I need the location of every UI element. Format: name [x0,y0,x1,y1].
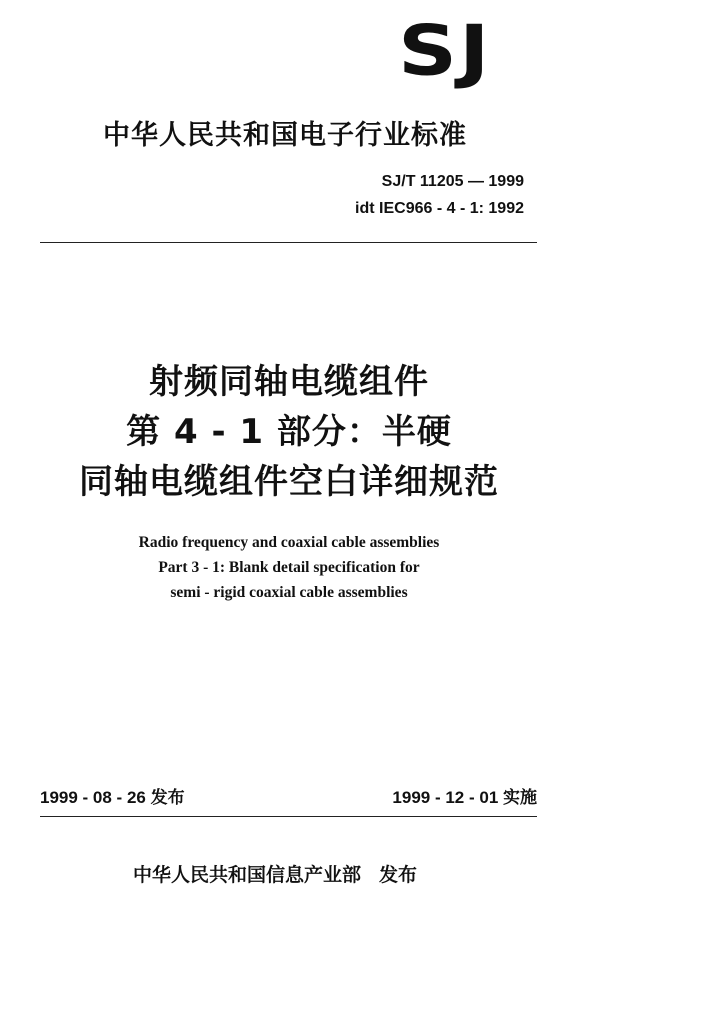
english-title-line-2: Part 3 - 1: Blank detail specification for [158,559,420,576]
english-title-line-1: Radio frequency and coaxial cable assemblies [138,534,440,551]
english-title-line-3: semi - rigid coaxial cable assemblies [170,584,408,601]
issue-date: 1999 - 08 - 26 发布 [40,788,185,807]
publisher-line [133,860,417,887]
standard-number: SJ/T 11205 — 1999 [381,173,524,190]
idt-number: idt IEC966 - 4 - 1: 1992 [355,200,524,217]
english-title [0,530,578,605]
publisher-name: 中华人民共和国信息产业部 [133,864,362,886]
top-divider [40,242,537,243]
publisher-action: 发布 [379,864,418,886]
chinese-title [0,357,578,507]
standard-category: 中华人民共和国电子行业标准 [103,120,467,151]
implementation-date: 1999 - 12 - 01 实施 [392,788,537,807]
standard-codes [355,168,524,222]
chinese-title-line-2: 第 4 - 1 部分：半硬 [126,412,452,452]
bottom-divider [40,816,537,817]
sj-logo: SJ [398,10,492,92]
chinese-title-line-3: 同轴电缆组件空白详细规范 [79,462,499,502]
chinese-title-line-1: 射频同轴电缆组件 [149,362,429,402]
